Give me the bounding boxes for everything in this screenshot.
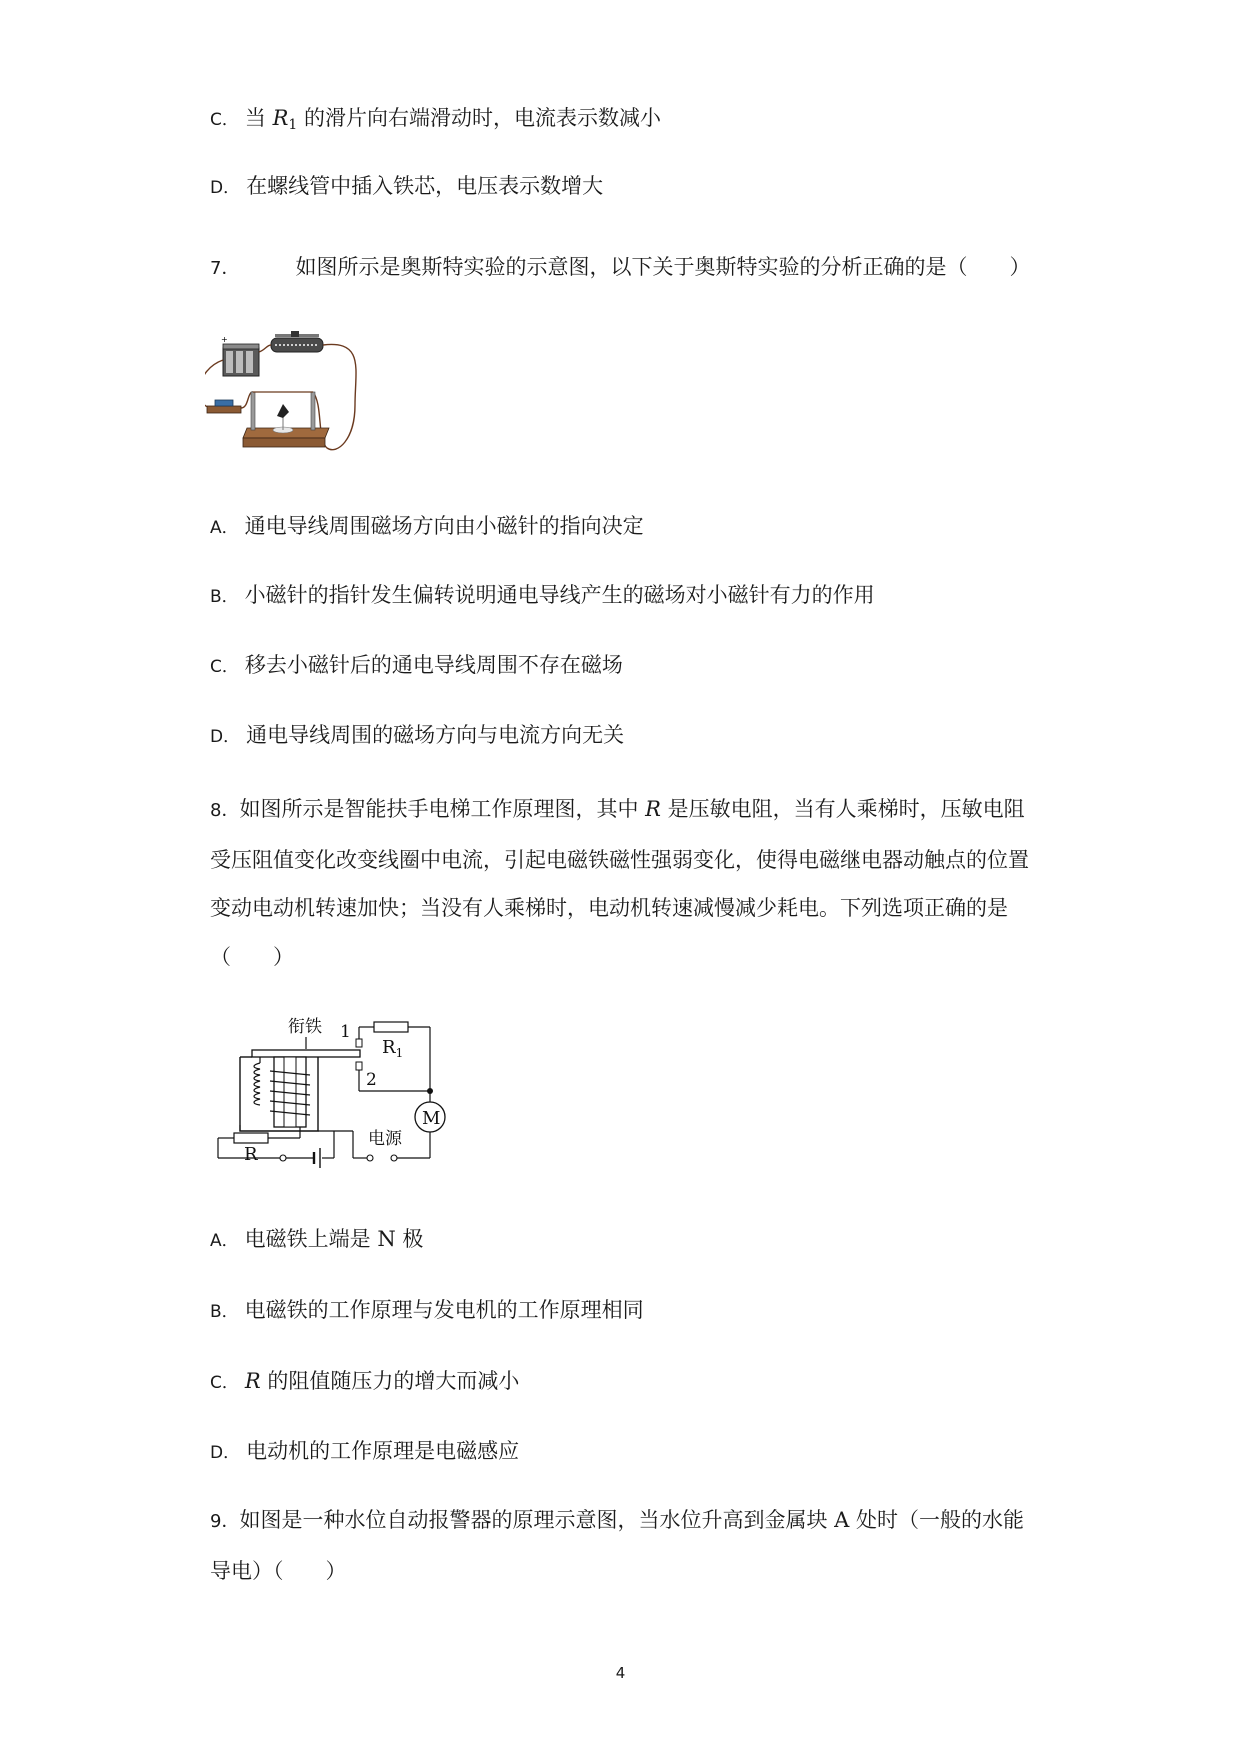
resistor-r1 xyxy=(374,1022,408,1032)
q8-option-d xyxy=(210,1436,519,1468)
q7-stem xyxy=(210,252,1030,284)
option-label: C． xyxy=(210,110,239,130)
question-text-post: 是压敏电阻，当有人乘梯时，压敏电阻受压阻值变化改变线圈中电流，引起电磁铁磁性强弱变化，使得电磁继电器动触点的位置变动电动机转速加快；当没有人乘梯时，电动机转速减慢减少耗电。下列选项正确的是（ ） xyxy=(210,797,1029,969)
option-text: 电磁铁的工作原理与发电机的工作原理相同 xyxy=(244,1298,644,1322)
relay-circuit-figure xyxy=(210,1005,460,1190)
option-label: B． xyxy=(210,587,239,607)
compass-needle-icon xyxy=(277,404,289,418)
contact-2-label: 2 xyxy=(366,1070,377,1090)
q8-option-b xyxy=(210,1295,644,1327)
option-text: 在螺线管中插入铁芯，电压表示数增大 xyxy=(246,174,604,198)
option-text: 通电导线周围磁场方向由小磁针的指向决定 xyxy=(244,514,644,538)
q8-option-c xyxy=(210,1366,519,1398)
variable-r: R xyxy=(244,1369,261,1393)
option-label: D． xyxy=(210,178,241,198)
q7-option-c xyxy=(210,650,623,682)
q8-stem xyxy=(210,785,1038,981)
question-number: 8． xyxy=(210,800,240,821)
q7-option-b xyxy=(210,580,875,612)
resistor-r1-label: $R_1$ xyxy=(382,1037,404,1060)
option-text: 电磁铁上端是 N 极 xyxy=(244,1227,424,1251)
option-label: A． xyxy=(210,518,239,538)
motor-label: M xyxy=(422,1108,441,1129)
option-label: B． xyxy=(210,1302,239,1322)
option-text-post: 的滑片向右端滑动时，电流表示数减小 xyxy=(297,106,661,130)
oersted-experiment-figure xyxy=(205,330,405,470)
prev-option-d xyxy=(210,171,603,203)
resistor-r xyxy=(234,1133,268,1143)
option-text: 电动机的工作原理是电磁感应 xyxy=(246,1439,520,1463)
variable-r1: $R_1$ xyxy=(272,106,298,133)
q7-option-a xyxy=(210,511,644,543)
armature xyxy=(252,1050,360,1057)
question-text: 如图所示是奥斯特实验的示意图，以下关于奥斯特实验的分析正确的是（ ） xyxy=(295,255,1031,279)
rheostat xyxy=(271,331,323,352)
option-text: 移去小磁针后的通电导线周围不存在磁场 xyxy=(244,653,623,677)
q9-stem xyxy=(210,1496,1038,1595)
spring-icon xyxy=(254,1063,260,1105)
option-label: C． xyxy=(210,1373,239,1393)
option-label: D． xyxy=(210,1443,241,1463)
question-number: 7． xyxy=(210,258,240,279)
option-label: A． xyxy=(210,1231,239,1251)
option-label: C． xyxy=(210,657,239,677)
q7-option-d xyxy=(210,720,624,752)
power-source-label: 电源 xyxy=(368,1129,402,1149)
switch xyxy=(207,400,241,413)
page-number: 4 xyxy=(615,1664,626,1682)
battery xyxy=(221,335,259,376)
wooden-base xyxy=(243,392,329,447)
question-text: 如图是一种水位自动报警器的原理示意图，当水位升高到金属块 A 处时（一般的水能导电）（ ） xyxy=(210,1508,1024,1583)
option-text-pre: 当 xyxy=(244,106,273,130)
variable-r: R xyxy=(645,797,661,821)
question-text-pre: 如图所示是智能扶手电梯工作原理图，其中 xyxy=(239,797,646,821)
option-text: 通电导线周围的磁场方向与电流方向无关 xyxy=(246,723,625,747)
question-number: 9． xyxy=(210,1511,240,1532)
option-text: 的阻值随压力的增大而减小 xyxy=(260,1369,520,1393)
prev-option-c xyxy=(210,103,661,140)
option-label: D． xyxy=(210,727,241,747)
option-text: 小磁针的指针发生偏转说明通电导线产生的磁场对小磁针有力的作用 xyxy=(244,583,875,607)
contact-1-label: 1 xyxy=(340,1022,351,1042)
svg-text:+: + xyxy=(221,335,228,344)
q8-option-a xyxy=(210,1224,423,1256)
armature-label: 衔铁 xyxy=(288,1017,322,1037)
resistor-r-label: R xyxy=(244,1144,258,1165)
